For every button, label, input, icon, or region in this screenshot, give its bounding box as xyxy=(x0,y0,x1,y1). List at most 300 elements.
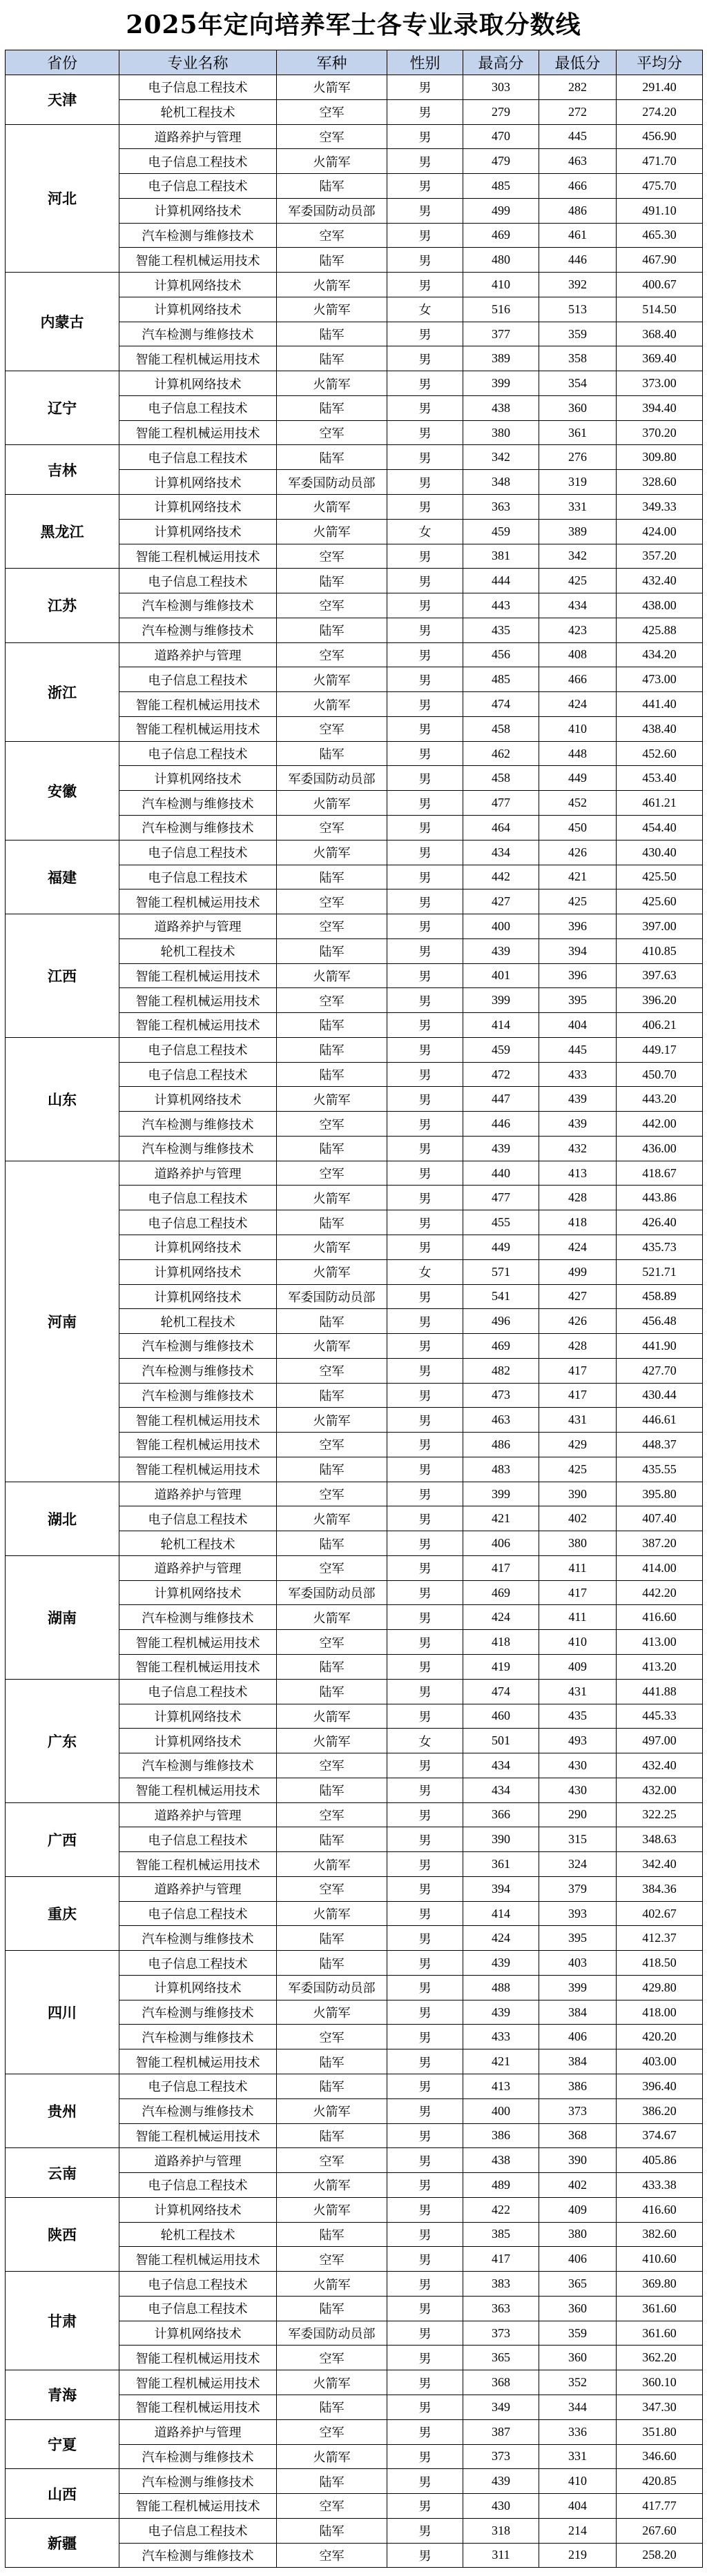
service-branch-cell: 陆军 xyxy=(277,346,387,371)
max-score-cell: 424 xyxy=(463,1926,539,1951)
service-branch-cell: 陆军 xyxy=(277,2518,387,2543)
service-branch-cell: 陆军 xyxy=(277,1655,387,1680)
avg-score-cell: 425.60 xyxy=(617,889,703,914)
header-avg-score: 平均分 xyxy=(617,50,703,75)
major-cell: 电子信息工程技术 xyxy=(119,1037,277,1062)
service-branch-cell: 火箭军 xyxy=(277,840,387,865)
major-cell: 电子信息工程技术 xyxy=(119,75,277,100)
avg-score-cell: 433.38 xyxy=(617,2173,703,2198)
avg-score-cell: 396.20 xyxy=(617,988,703,1013)
min-score-cell: 409 xyxy=(539,2197,617,2222)
service-branch-cell: 军委国防动员部 xyxy=(277,198,387,223)
min-score-cell: 390 xyxy=(539,2148,617,2173)
gender-cell: 男 xyxy=(387,791,463,816)
gender-cell: 男 xyxy=(387,963,463,988)
major-cell: 道路养护与管理 xyxy=(119,1482,277,1506)
min-score-cell: 380 xyxy=(539,1531,617,1556)
gender-cell: 男 xyxy=(387,2469,463,2494)
major-cell: 道路养护与管理 xyxy=(119,1161,277,1186)
major-cell: 计算机网络技术 xyxy=(119,495,277,520)
max-score-cell: 438 xyxy=(463,2148,539,2173)
service-branch-cell: 火箭军 xyxy=(277,1408,387,1433)
province-cell: 甘肃 xyxy=(6,2272,119,2370)
major-cell: 计算机网络技术 xyxy=(119,2321,277,2346)
min-score-cell: 392 xyxy=(539,273,617,297)
max-score-cell: 410 xyxy=(463,273,539,297)
avg-score-cell: 426.40 xyxy=(617,1210,703,1235)
avg-score-cell: 369.40 xyxy=(617,346,703,371)
min-score-cell: 399 xyxy=(539,1975,617,2000)
min-score-cell: 410 xyxy=(539,1630,617,1655)
min-score-cell: 404 xyxy=(539,2494,617,2519)
province-cell: 贵州 xyxy=(6,2074,119,2148)
province-cell: 山西 xyxy=(6,2469,119,2519)
min-score-cell: 395 xyxy=(539,988,617,1013)
min-score-cell: 410 xyxy=(539,2469,617,2494)
table-row xyxy=(6,2419,703,2444)
avg-score-cell: 441.40 xyxy=(617,692,703,717)
major-cell: 计算机网络技术 xyxy=(119,1284,277,1309)
max-score-cell: 444 xyxy=(463,569,539,593)
service-branch-cell: 火箭军 xyxy=(277,2173,387,2198)
service-branch-cell: 军委国防动员部 xyxy=(277,2321,387,2346)
gender-cell: 男 xyxy=(387,1334,463,1359)
avg-score-cell: 436.00 xyxy=(617,1136,703,1161)
service-branch-cell: 火箭军 xyxy=(277,273,387,297)
major-cell: 轮机工程技术 xyxy=(119,938,277,963)
major-cell: 轮机工程技术 xyxy=(119,99,277,124)
table-row xyxy=(6,2074,703,2099)
avg-score-cell: 425.88 xyxy=(617,618,703,642)
max-score-cell: 414 xyxy=(463,1901,539,1926)
province-cell: 云南 xyxy=(6,2148,119,2198)
min-score-cell: 359 xyxy=(539,2321,617,2346)
max-score-cell: 348 xyxy=(463,470,539,495)
min-score-cell: 425 xyxy=(539,889,617,914)
avg-score-cell: 450.70 xyxy=(617,1062,703,1087)
avg-score-cell: 452.60 xyxy=(617,741,703,766)
major-cell: 智能工程机械运用技术 xyxy=(119,2123,277,2148)
gender-cell: 男 xyxy=(387,2346,463,2370)
min-score-cell: 434 xyxy=(539,593,617,618)
max-score-cell: 342 xyxy=(463,445,539,470)
major-cell: 计算机网络技术 xyxy=(119,1975,277,2000)
gender-cell: 男 xyxy=(387,865,463,889)
min-score-cell: 331 xyxy=(539,495,617,520)
service-branch-cell: 军委国防动员部 xyxy=(277,766,387,791)
avg-score-cell: 373.00 xyxy=(617,371,703,396)
avg-score-cell: 397.63 xyxy=(617,963,703,988)
gender-cell: 男 xyxy=(387,840,463,865)
gender-cell: 男 xyxy=(387,1210,463,1235)
service-branch-cell: 空军 xyxy=(277,99,387,124)
min-score-cell: 360 xyxy=(539,395,617,420)
max-score-cell: 363 xyxy=(463,495,539,520)
province-cell: 广西 xyxy=(6,1802,119,1876)
avg-score-cell: 473.00 xyxy=(617,667,703,692)
service-branch-cell: 军委国防动员部 xyxy=(277,470,387,495)
service-branch-cell: 陆军 xyxy=(277,445,387,470)
min-score-cell: 272 xyxy=(539,99,617,124)
service-branch-cell: 陆军 xyxy=(277,865,387,889)
major-cell: 计算机网络技术 xyxy=(119,198,277,223)
min-score-cell: 446 xyxy=(539,248,617,273)
max-score-cell: 399 xyxy=(463,371,539,396)
header-max-score: 最高分 xyxy=(463,50,539,75)
major-cell: 汽车检测与维修技术 xyxy=(119,1605,277,1630)
service-branch-cell: 空军 xyxy=(277,889,387,914)
table-row xyxy=(6,2469,703,2494)
gender-cell: 男 xyxy=(387,273,463,297)
gender-cell: 男 xyxy=(387,2370,463,2395)
min-score-cell: 439 xyxy=(539,1087,617,1112)
service-branch-cell: 陆军 xyxy=(277,2074,387,2099)
avg-score-cell: 397.00 xyxy=(617,914,703,939)
major-cell: 汽车检测与维修技术 xyxy=(119,2025,277,2049)
gender-cell: 男 xyxy=(387,2321,463,2346)
min-score-cell: 417 xyxy=(539,1580,617,1605)
service-branch-cell: 火箭军 xyxy=(277,692,387,717)
min-score-cell: 380 xyxy=(539,2222,617,2247)
service-branch-cell: 空军 xyxy=(277,2346,387,2370)
gender-cell: 男 xyxy=(387,1309,463,1334)
major-cell: 电子信息工程技术 xyxy=(119,741,277,766)
table-row xyxy=(6,2148,703,2173)
avg-score-cell: 395.80 xyxy=(617,1482,703,1506)
major-cell: 计算机网络技术 xyxy=(119,371,277,396)
min-score-cell: 404 xyxy=(539,1013,617,1038)
max-score-cell: 472 xyxy=(463,1062,539,1087)
max-score-cell: 414 xyxy=(463,1013,539,1038)
avg-score-cell: 424.00 xyxy=(617,519,703,544)
avg-score-cell: 442.00 xyxy=(617,1112,703,1137)
max-score-cell: 434 xyxy=(463,1778,539,1802)
table-row xyxy=(6,2518,703,2543)
major-cell: 道路养护与管理 xyxy=(119,1802,277,1827)
major-cell: 电子信息工程技术 xyxy=(119,2272,277,2297)
min-score-cell: 406 xyxy=(539,2025,617,2049)
gender-cell: 男 xyxy=(387,2123,463,2148)
header-min-score: 最低分 xyxy=(539,50,617,75)
avg-score-cell: 449.17 xyxy=(617,1037,703,1062)
major-cell: 电子信息工程技术 xyxy=(119,1679,277,1704)
max-score-cell: 446 xyxy=(463,1112,539,1137)
max-score-cell: 419 xyxy=(463,1655,539,1680)
min-score-cell: 379 xyxy=(539,1876,617,1901)
gender-cell: 男 xyxy=(387,1852,463,1877)
min-score-cell: 439 xyxy=(539,1112,617,1137)
major-cell: 智能工程机械运用技术 xyxy=(119,1408,277,1433)
min-score-cell: 410 xyxy=(539,716,617,741)
service-branch-cell: 陆军 xyxy=(277,1037,387,1062)
avg-score-cell: 346.60 xyxy=(617,2444,703,2469)
max-score-cell: 469 xyxy=(463,1580,539,1605)
avg-score-cell: 456.48 xyxy=(617,1309,703,1334)
service-branch-cell: 火箭军 xyxy=(277,2272,387,2297)
province-cell: 吉林 xyxy=(6,445,119,495)
avg-score-cell: 442.20 xyxy=(617,1580,703,1605)
max-score-cell: 458 xyxy=(463,766,539,791)
major-cell: 计算机网络技术 xyxy=(119,273,277,297)
max-score-cell: 439 xyxy=(463,2000,539,2025)
service-branch-cell: 火箭军 xyxy=(277,2197,387,2222)
service-branch-cell: 空军 xyxy=(277,223,387,248)
gender-cell: 男 xyxy=(387,1062,463,1087)
service-branch-cell: 火箭军 xyxy=(277,495,387,520)
service-branch-cell: 火箭军 xyxy=(277,1334,387,1359)
service-branch-cell: 陆军 xyxy=(277,618,387,642)
gender-cell: 男 xyxy=(387,1926,463,1951)
max-score-cell: 373 xyxy=(463,2321,539,2346)
service-branch-cell: 陆军 xyxy=(277,1309,387,1334)
service-branch-cell: 空军 xyxy=(277,1433,387,1457)
table-row xyxy=(6,840,703,865)
province-cell: 江西 xyxy=(6,914,119,1038)
gender-cell: 男 xyxy=(387,223,463,248)
table-row xyxy=(6,741,703,766)
province-cell: 河北 xyxy=(6,124,119,273)
max-score-cell: 421 xyxy=(463,1506,539,1531)
avg-score-cell: 387.20 xyxy=(617,1531,703,1556)
max-score-cell: 442 xyxy=(463,865,539,889)
table-row xyxy=(6,1037,703,1062)
major-cell: 智能工程机械运用技术 xyxy=(119,988,277,1013)
table-row xyxy=(6,2197,703,2222)
service-branch-cell: 火箭军 xyxy=(277,791,387,816)
max-score-cell: 473 xyxy=(463,1383,539,1408)
min-score-cell: 426 xyxy=(539,1309,617,1334)
max-score-cell: 460 xyxy=(463,1704,539,1729)
min-score-cell: 426 xyxy=(539,840,617,865)
gender-cell: 男 xyxy=(387,1802,463,1827)
gender-cell: 男 xyxy=(387,2197,463,2222)
min-score-cell: 431 xyxy=(539,1679,617,1704)
service-branch-cell: 火箭军 xyxy=(277,2000,387,2025)
major-cell: 智能工程机械运用技术 xyxy=(119,963,277,988)
gender-cell: 男 xyxy=(387,1457,463,1482)
avg-score-cell: 416.60 xyxy=(617,1605,703,1630)
avg-score-cell: 360.10 xyxy=(617,2370,703,2395)
avg-score-cell: 412.37 xyxy=(617,1926,703,1951)
major-cell: 智能工程机械运用技术 xyxy=(119,1457,277,1482)
max-score-cell: 349 xyxy=(463,2395,539,2419)
max-score-cell: 440 xyxy=(463,1161,539,1186)
gender-cell: 男 xyxy=(387,1358,463,1383)
avg-score-cell: 414.00 xyxy=(617,1555,703,1580)
avg-score-cell: 274.20 xyxy=(617,99,703,124)
major-cell: 智能工程机械运用技术 xyxy=(119,2494,277,2519)
max-score-cell: 482 xyxy=(463,1358,539,1383)
service-branch-cell: 火箭军 xyxy=(277,1729,387,1753)
service-branch-cell: 军委国防动员部 xyxy=(277,1284,387,1309)
service-branch-cell: 陆军 xyxy=(277,1531,387,1556)
gender-cell: 男 xyxy=(387,1778,463,1802)
gender-cell: 男 xyxy=(387,2049,463,2074)
min-score-cell: 425 xyxy=(539,1457,617,1482)
major-cell: 智能工程机械运用技术 xyxy=(119,2370,277,2395)
major-cell: 汽车检测与维修技术 xyxy=(119,1383,277,1408)
min-score-cell: 360 xyxy=(539,2296,617,2321)
table-body xyxy=(6,75,703,2568)
gender-cell: 男 xyxy=(387,1408,463,1433)
min-score-cell: 361 xyxy=(539,420,617,445)
gender-cell: 男 xyxy=(387,2444,463,2469)
gender-cell: 男 xyxy=(387,1013,463,1038)
min-score-cell: 402 xyxy=(539,2173,617,2198)
min-score-cell: 430 xyxy=(539,1753,617,1778)
service-branch-cell: 空军 xyxy=(277,544,387,569)
gender-cell: 男 xyxy=(387,1679,463,1704)
avg-score-cell: 420.85 xyxy=(617,2469,703,2494)
avg-score-cell: 445.33 xyxy=(617,1704,703,1729)
max-score-cell: 399 xyxy=(463,988,539,1013)
gender-cell: 男 xyxy=(387,395,463,420)
service-branch-cell: 陆军 xyxy=(277,248,387,273)
max-score-cell: 477 xyxy=(463,791,539,816)
avg-score-cell: 403.00 xyxy=(617,2049,703,2074)
min-score-cell: 389 xyxy=(539,519,617,544)
service-branch-cell: 火箭军 xyxy=(277,963,387,988)
province-cell: 重庆 xyxy=(6,1876,119,1950)
avg-score-cell: 267.60 xyxy=(617,2518,703,2543)
max-score-cell: 462 xyxy=(463,741,539,766)
max-score-cell: 401 xyxy=(463,963,539,988)
avg-score-cell: 291.40 xyxy=(617,75,703,100)
gender-cell: 男 xyxy=(387,445,463,470)
major-cell: 电子信息工程技术 xyxy=(119,149,277,174)
service-branch-cell: 陆军 xyxy=(277,395,387,420)
avg-score-cell: 429.80 xyxy=(617,1975,703,2000)
service-branch-cell: 陆军 xyxy=(277,2123,387,2148)
avg-score-cell: 384.36 xyxy=(617,1876,703,1901)
gender-cell: 男 xyxy=(387,618,463,642)
major-cell: 道路养护与管理 xyxy=(119,124,277,149)
service-branch-cell: 陆军 xyxy=(277,2469,387,2494)
major-cell: 电子信息工程技术 xyxy=(119,1827,277,1852)
min-score-cell: 427 xyxy=(539,1284,617,1309)
max-score-cell: 489 xyxy=(463,2173,539,2198)
avg-score-cell: 441.90 xyxy=(617,1334,703,1359)
avg-score-cell: 432.00 xyxy=(617,1778,703,1802)
table-row xyxy=(6,371,703,396)
service-branch-cell: 空军 xyxy=(277,815,387,840)
avg-score-cell: 441.88 xyxy=(617,1679,703,1704)
gender-cell: 男 xyxy=(387,889,463,914)
major-cell: 道路养护与管理 xyxy=(119,2419,277,2444)
gender-cell: 男 xyxy=(387,766,463,791)
max-score-cell: 439 xyxy=(463,1951,539,1976)
avg-score-cell: 458.89 xyxy=(617,1284,703,1309)
gender-cell: 女 xyxy=(387,1729,463,1753)
min-score-cell: 408 xyxy=(539,642,617,667)
avg-score-cell: 407.40 xyxy=(617,1506,703,1531)
major-cell: 智能工程机械运用技术 xyxy=(119,1013,277,1038)
major-cell: 计算机网络技术 xyxy=(119,1259,277,1284)
service-branch-cell: 陆军 xyxy=(277,1679,387,1704)
max-score-cell: 417 xyxy=(463,1555,539,1580)
major-cell: 电子信息工程技术 xyxy=(119,174,277,199)
service-branch-cell: 空军 xyxy=(277,1482,387,1506)
min-score-cell: 394 xyxy=(539,938,617,963)
avg-score-cell: 348.63 xyxy=(617,1827,703,1852)
gender-cell: 男 xyxy=(387,2272,463,2297)
avg-score-cell: 453.40 xyxy=(617,766,703,791)
province-cell: 内蒙古 xyxy=(6,273,119,371)
gender-cell: 男 xyxy=(387,716,463,741)
max-score-cell: 474 xyxy=(463,1679,539,1704)
header-service-branch: 军种 xyxy=(277,50,387,75)
max-score-cell: 365 xyxy=(463,2346,539,2370)
major-cell: 轮机工程技术 xyxy=(119,1309,277,1334)
major-cell: 轮机工程技术 xyxy=(119,1531,277,1556)
major-cell: 计算机网络技术 xyxy=(119,470,277,495)
gender-cell: 男 xyxy=(387,1112,463,1137)
major-cell: 电子信息工程技术 xyxy=(119,667,277,692)
service-branch-cell: 陆军 xyxy=(277,2049,387,2074)
min-score-cell: 428 xyxy=(539,1186,617,1210)
gender-cell: 男 xyxy=(387,420,463,445)
min-score-cell: 418 xyxy=(539,1210,617,1235)
max-score-cell: 459 xyxy=(463,1037,539,1062)
table-row xyxy=(6,1802,703,1827)
gender-cell: 男 xyxy=(387,1161,463,1186)
min-score-cell: 450 xyxy=(539,815,617,840)
avg-score-cell: 425.50 xyxy=(617,865,703,889)
max-score-cell: 430 xyxy=(463,2494,539,2519)
major-cell: 智能工程机械运用技术 xyxy=(119,889,277,914)
major-cell: 道路养护与管理 xyxy=(119,1555,277,1580)
avg-score-cell: 370.20 xyxy=(617,420,703,445)
gender-cell: 男 xyxy=(387,1383,463,1408)
major-cell: 道路养护与管理 xyxy=(119,642,277,667)
max-score-cell: 377 xyxy=(463,322,539,346)
major-cell: 电子信息工程技术 xyxy=(119,1506,277,1531)
gender-cell: 男 xyxy=(387,1901,463,1926)
avg-score-cell: 430.40 xyxy=(617,840,703,865)
major-cell: 电子信息工程技术 xyxy=(119,445,277,470)
avg-score-cell: 456.90 xyxy=(617,124,703,149)
max-score-cell: 501 xyxy=(463,1729,539,1753)
avg-score-cell: 435.73 xyxy=(617,1235,703,1259)
gender-cell: 男 xyxy=(387,2419,463,2444)
service-branch-cell: 陆军 xyxy=(277,322,387,346)
avg-score-cell: 427.70 xyxy=(617,1358,703,1383)
gender-cell: 男 xyxy=(387,1605,463,1630)
gender-cell: 男 xyxy=(387,938,463,963)
max-score-cell: 571 xyxy=(463,1259,539,1284)
max-score-cell: 541 xyxy=(463,1284,539,1309)
gender-cell: 女 xyxy=(387,1259,463,1284)
min-score-cell: 384 xyxy=(539,2049,617,2074)
max-score-cell: 439 xyxy=(463,938,539,963)
avg-score-cell: 514.50 xyxy=(617,297,703,322)
gender-cell: 男 xyxy=(387,1482,463,1506)
max-score-cell: 386 xyxy=(463,2123,539,2148)
gender-cell: 男 xyxy=(387,2518,463,2543)
max-score-cell: 485 xyxy=(463,667,539,692)
gender-cell: 男 xyxy=(387,1433,463,1457)
gender-cell: 男 xyxy=(387,1655,463,1680)
service-branch-cell: 火箭军 xyxy=(277,2098,387,2123)
major-cell: 道路养护与管理 xyxy=(119,914,277,939)
major-cell: 汽车检测与维修技术 xyxy=(119,593,277,618)
min-score-cell: 411 xyxy=(539,1605,617,1630)
min-score-cell: 486 xyxy=(539,198,617,223)
max-score-cell: 406 xyxy=(463,1531,539,1556)
min-score-cell: 466 xyxy=(539,174,617,199)
service-branch-cell: 空军 xyxy=(277,1753,387,1778)
table-row xyxy=(6,1161,703,1186)
